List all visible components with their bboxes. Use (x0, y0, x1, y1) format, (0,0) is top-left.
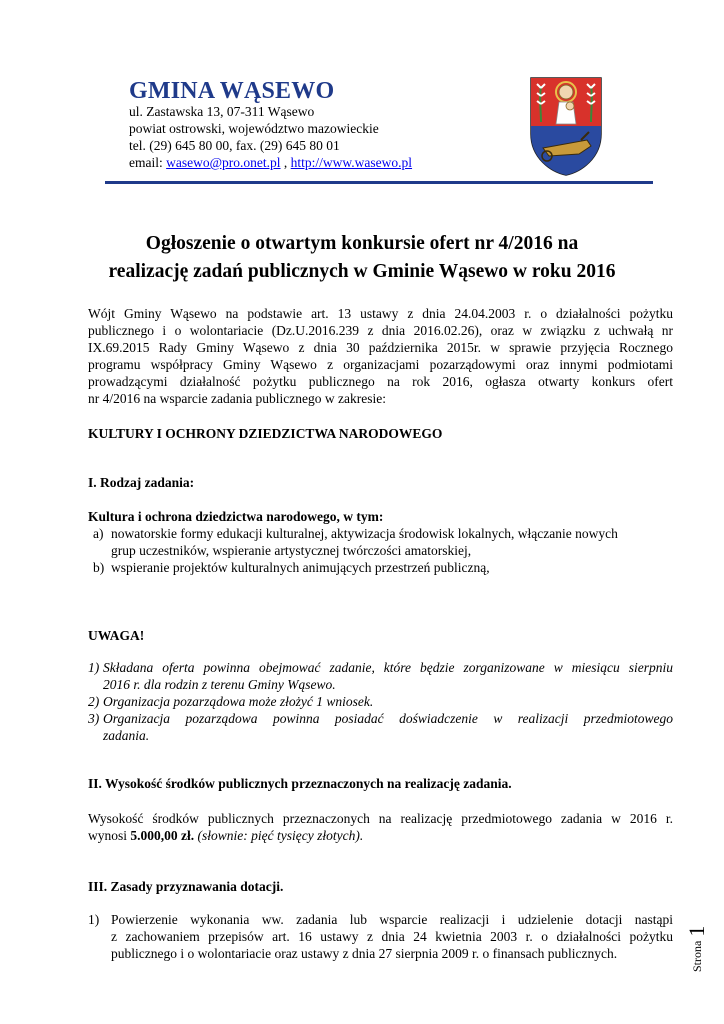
page-number-label (676, 890, 716, 980)
list-marker: 2) (88, 694, 100, 709)
list-text: grup uczestników, wspieranie artystycznej twórczości amatorskiej, (111, 543, 472, 558)
page-label-text: Strona (690, 940, 704, 972)
notice-item (88, 693, 673, 710)
notice-text: Organizacja pozarządowa może złożyć 1 wniosek. (103, 694, 374, 709)
contact-separator: , (280, 155, 291, 170)
list-item (93, 525, 673, 559)
scope-heading: KULTURY I OCHRONY DZIEDZICTWA NARODOWEGO (88, 426, 443, 441)
notice-text: zadania. (103, 728, 150, 743)
notice-text: Składana oferta powinna obejmować zadanie, które będzie zorganizowane w miesiącu sierpniu (103, 660, 673, 675)
section-2-line (88, 827, 673, 844)
list-marker: 3) (88, 711, 100, 726)
address-line: ul. Zastawska 13, 07-311 Wąsewo (129, 104, 315, 119)
phone-line: tel. (29) 645 80 00, fax. (29) 645 80 01 (129, 138, 340, 153)
intro-paragraph (88, 305, 673, 407)
list-text: nowatorskie formy edukacji kulturalnej, aktywizacja środowisk lokalnych, włączanie nowych (111, 526, 618, 541)
district-line: powiat ostrowski, województwo mazowieckie (129, 121, 379, 136)
notice-text: 2016 r. dla rodzin z terenu Gminy Wąsewo. (103, 677, 336, 692)
contact-line (129, 155, 412, 171)
intro-line: programu współpracy Gminy Wąsewo z organizacjami pozarządowymi oraz innymi podmiotami (88, 357, 673, 372)
website-link[interactable]: http://www.wasewo.pl (290, 155, 413, 170)
intro-line: IX.69.2015 Rady Gminy Wąsewo z dnia 30 października 2015r. w sprawie przyjęcia Rocznego (88, 340, 673, 355)
amount-prefix: wynosi (88, 828, 131, 843)
notice-heading: UWAGA! (88, 628, 145, 643)
title-line-1: Ogłoszenie o otwartym konkursie ofert nr 4/2016 na (145, 233, 579, 254)
email-link[interactable]: wasewo@pro.onet.pl (166, 155, 281, 170)
list-marker: 1) (88, 912, 100, 927)
header-divider (105, 181, 653, 184)
section-2-paragraph (88, 810, 673, 844)
intro-line: Wójt Gminy Wąsewo na podstawie art. 13 ustawy z dnia 24.04.2003 r. o działalności pożytku (88, 306, 673, 321)
section-1-subheading: Kultura i ochrona dziedzictwa narodowego, w tym: (88, 509, 384, 524)
rules-text: z zachowaniem przepisów art. 16 ustawy z dnia 24 kwietnia 2003 r. o działalności pożytku (111, 929, 673, 944)
list-marker: 1) (88, 660, 100, 675)
list-item (93, 559, 673, 576)
amount-words: (słownie: pięć tysięcy złotych). (194, 828, 364, 843)
rules-text: Powierzenie wykonania ww. zadania lub wsparcie realizacji i udzielenie dotacji nastąpi (111, 912, 673, 927)
notice-item (88, 710, 673, 744)
intro-line: publicznego i o wolontariacie (Dz.U.2016.239 z dnia 2016.02.26), oraz w związku z uchwałą nr (88, 323, 673, 338)
list-marker: a) (93, 526, 104, 541)
municipality-name: GMINA WĄSEWO (129, 78, 335, 104)
email-label: email: (129, 155, 167, 170)
intro-line: prowadzącymi działalność pożytku publicznego na rok 2016, ogłasza otwarty konkurs ofert (88, 374, 673, 389)
section-2-heading: II. Wysokość środków publicznych przeznaczonych na realizację zadania. (88, 776, 512, 791)
coat-of-arms-icon (529, 76, 603, 176)
list-marker: b) (93, 560, 105, 575)
section-3-heading: III. Zasady przyznawania dotacji. (88, 879, 284, 894)
notice-item (88, 659, 673, 693)
notice-text: Organizacja pozarządowa powinna posiadać doświadczenie w realizacji przedmiotowego (103, 711, 673, 726)
amount-value: 5.000,00 zł. (130, 828, 195, 843)
section-2-line: Wysokość środków publicznych przeznaczonych na realizację przedmiotowego zadania w 2016 r. (88, 811, 673, 826)
rules-item (88, 911, 673, 962)
rules-text: publicznego i o wolontariacie oraz ustawy z dnia 27 sierpnia 2009 r. o finansach publicznych. (111, 946, 618, 961)
title-line-2: realizację zadań publicznych w Gminie Wąsewo w roku 2016 (108, 261, 616, 282)
intro-line: nr 4/2016 na wsparcie zadania publicznego w zakresie: (88, 391, 387, 406)
document-title (60, 230, 664, 286)
page-number: 1 (684, 925, 709, 937)
section-1-heading: I. Rodzaj zadania: (88, 475, 195, 490)
list-text: wspieranie projektów kulturalnych animujących przestrzeń publiczną, (111, 560, 490, 575)
